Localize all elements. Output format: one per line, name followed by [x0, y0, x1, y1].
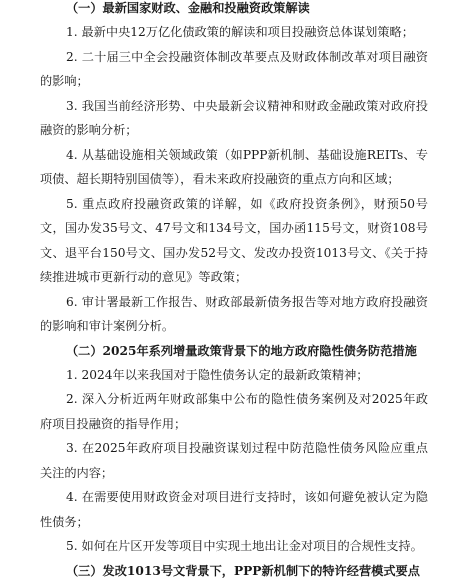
list-item: 2. 深入分析近两年财政部集中公布的隐性债务案例及对2025年政府项目投融资的指导作用；	[40, 392, 428, 431]
section-heading: （二）2025年系列增量政策背景下的地方政府隐性债务防范措施	[66, 343, 417, 358]
section-2	[40, 339, 428, 559]
list-item: 2. 二十届三中全会投融资体制改革要点及财政体制改革对项目融资的影响；	[40, 49, 428, 88]
list-item: 4. 从基础设施相关领域政策（如PPP新机制、基础设施REITs、专项债、超长期特别国债等），看未来政府投融资的重点方向和区域；	[40, 147, 428, 186]
list-item: 5. 重点政府投融资政策的详解，如《政府投资条例》，财预50号文，国办发35号文、47号文和134号文，国办函115号文，财资108号文、退平台150号文、国办发52号文、发改办投资1013号文、《关于持续推进城市更新行动的意见》等政策；	[40, 196, 428, 284]
section-heading: （三）发改1013号文背景下，PPP新机制下的特许经营模式要点	[66, 563, 420, 578]
section-1	[40, 0, 428, 339]
section-3	[40, 559, 428, 583]
list-item: 3. 我国当前经济形势、中央最新会议精神和财政金融政策对政府投融资的影响分析；	[40, 98, 428, 137]
list-item: 1. 2024年以来我国对于隐性债务认定的最新政策精神；	[66, 367, 369, 382]
section-heading: （一）最新国家财政、金融和投融资政策解读	[66, 1, 310, 15]
list-item: 6. 审计署最新工作报告、财政部最新债务报告等对地方政府投融资的影响和审计案例分析。	[40, 294, 428, 333]
list-item: 5. 如何在片区开发等项目中实现土地出让金对项目的合规性支持。	[66, 539, 423, 553]
list-item: 1. 最新中央12万亿化债政策的解读和项目投融资总体谋划策略；	[66, 25, 414, 39]
list-item: 4. 在需要使用财政资金对项目进行支持时，该如何避免被认定为隐性债务；	[40, 490, 428, 529]
list-item: 3. 在2025年政府项目投融资谋划过程中防范隐性债务风险应重点关注的内容；	[40, 441, 428, 480]
